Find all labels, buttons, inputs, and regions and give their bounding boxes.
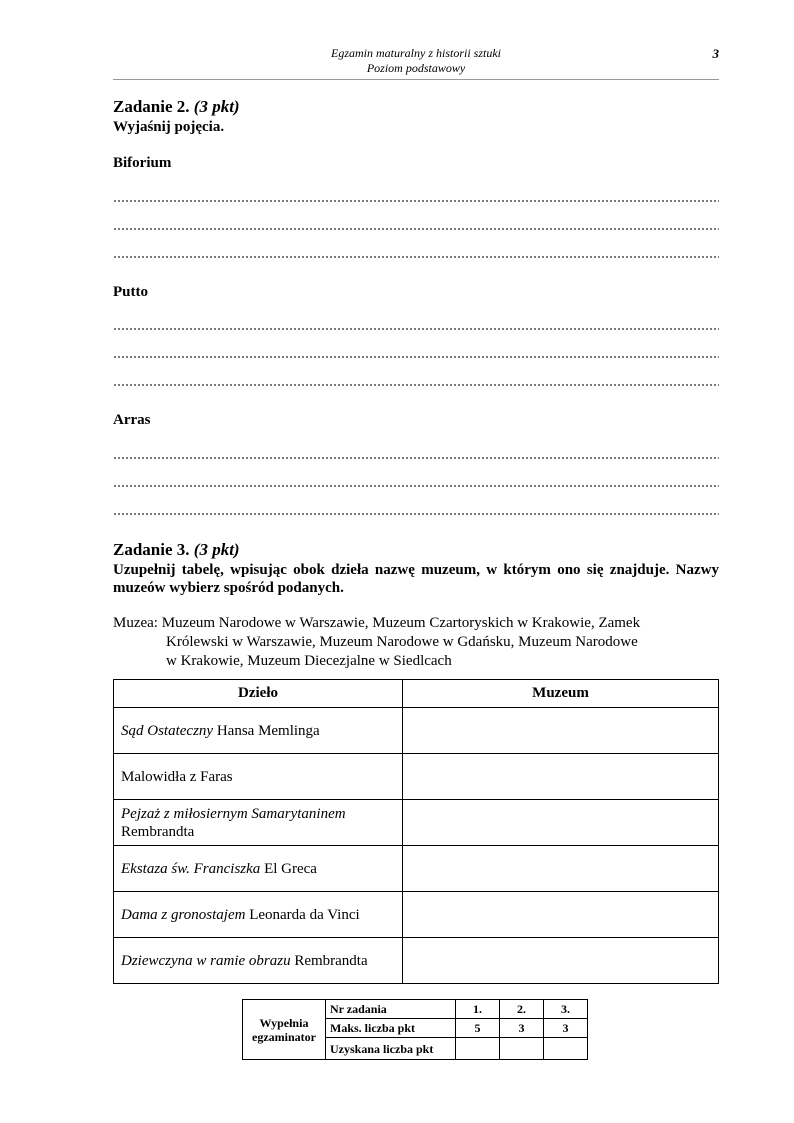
work-cell: Dziewczyna w ramie obrazu Rembrandta xyxy=(114,938,403,984)
exam-title: Egzamin maturalny z historii sztuki xyxy=(330,46,501,60)
page-header xyxy=(113,46,719,80)
table-row xyxy=(114,708,719,754)
term-arras: Arras xyxy=(113,412,151,428)
museum-list: Muzea: Muzeum Narodowe w Warszawie, Muzeum Czartoryskich w Krakowie, Zamek Królewski w Warszawie, Muzeum Narodowe w Gdańsku, Muzeum Narodowe w Krakowie, Muzeum Diecezjalne w Siedlcach xyxy=(113,615,641,669)
score-table xyxy=(242,999,588,1060)
examiner-label: Wypełnia egzaminator xyxy=(243,1000,326,1060)
obtained-points-label: Uzyskana liczba pkt xyxy=(326,1038,456,1060)
task-number: 3. xyxy=(544,1000,588,1019)
task3-points: (3 pkt) xyxy=(193,540,240,559)
task-number-label: Nr zadania xyxy=(326,1000,456,1019)
task2-points: (3 pkt) xyxy=(193,97,240,116)
work-cell: Malowidła z Faras xyxy=(114,754,403,800)
term-biforium: Biforium xyxy=(113,155,172,171)
task2-instruction: Wyjaśnij pojęcia. xyxy=(113,119,225,135)
task3-instruction: Uzupełnij tabelę, wpisując obok dzieła nazwę muzeum, w którym ono się znajduje. Nazwy muzeów wybierz spośród podanych. xyxy=(113,562,719,596)
obtained-points-cell[interactable] xyxy=(500,1038,544,1060)
answer-line[interactable] xyxy=(113,355,719,359)
works-table xyxy=(113,679,719,984)
museum-answer-cell[interactable] xyxy=(403,754,719,800)
table-row xyxy=(114,938,719,984)
table-row xyxy=(114,800,719,846)
task2-title: Zadanie 2. (3 pkt) xyxy=(113,97,240,116)
term-putto: Putto xyxy=(113,284,148,300)
table-row xyxy=(114,754,719,800)
obtained-points-cell[interactable] xyxy=(456,1038,500,1060)
answer-line[interactable] xyxy=(113,456,719,460)
museum-answer-cell[interactable] xyxy=(403,892,719,938)
work-cell: Ekstaza św. Franciszka El Greca xyxy=(114,846,403,892)
task3-title: Zadanie 3. (3 pkt) xyxy=(113,540,240,559)
work-cell: Pejzaż z miłosiernym Samarytaninem Rembrandta xyxy=(114,800,403,846)
obtained-points-cell[interactable] xyxy=(544,1038,588,1060)
table-header-row xyxy=(114,680,719,708)
work-cell: Sąd Ostateczny Hansa Memlinga xyxy=(114,708,403,754)
answer-line[interactable] xyxy=(113,484,719,488)
museum-answer-cell[interactable] xyxy=(403,708,719,754)
answer-line[interactable] xyxy=(113,199,719,203)
max-points: 3 xyxy=(544,1019,588,1038)
answer-line[interactable] xyxy=(113,512,719,516)
max-points-label: Maks. liczba pkt xyxy=(326,1019,456,1038)
page-number: 3 xyxy=(712,46,719,61)
max-points: 3 xyxy=(500,1019,544,1038)
answer-line[interactable] xyxy=(113,255,719,259)
table-row xyxy=(114,892,719,938)
museum-answer-cell[interactable] xyxy=(403,938,719,984)
task-number: 1. xyxy=(456,1000,500,1019)
exam-level: Poziom podstawowy xyxy=(366,61,466,75)
museum-answer-cell[interactable] xyxy=(403,846,719,892)
max-points: 5 xyxy=(456,1019,500,1038)
museum-answer-cell[interactable] xyxy=(403,800,719,846)
column-header-work: Dzieło xyxy=(114,680,403,708)
answer-line[interactable] xyxy=(113,383,719,387)
work-cell: Dama z gronostajem Leonarda da Vinci xyxy=(114,892,403,938)
answer-line[interactable] xyxy=(113,227,719,231)
answer-line[interactable] xyxy=(113,327,719,331)
task-number: 2. xyxy=(500,1000,544,1019)
table-row xyxy=(114,846,719,892)
column-header-museum: Muzeum xyxy=(403,680,719,708)
